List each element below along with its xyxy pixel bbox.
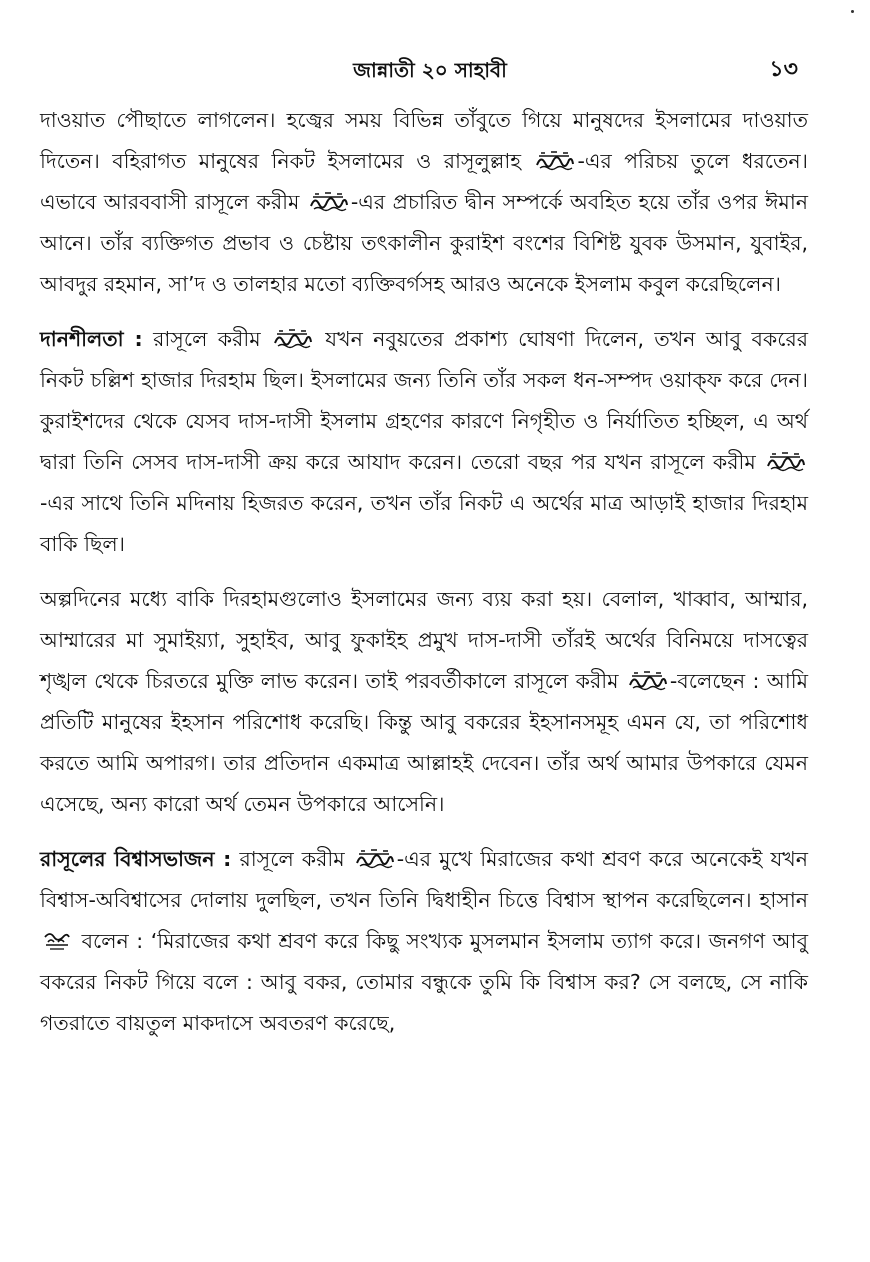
- paragraph-intro: [40, 100, 808, 305]
- paragraph-text: অল্পদিনের মধ্যে বাকি দিরহামগুলোও ইসলামের জন্য ব্যয় করা হয়। বেলাল, খাব্বাব, আম্মার, আম্মারের মা সুমাইয়্যা, সুহাইব, আবু ফুকাইহ প্রমুখ দাস-দাসী তাঁরই অর্থের বিনিময়ে দাসত্বের শৃঙ্খল থেকে চিরতরে মুক্তি লাভ করেন। তাই পরবর্তীকালে রাসূলে করীম: [40, 587, 808, 693]
- salawat-icon: [309, 190, 349, 212]
- paragraph-text: রাসূলে করীম: [142, 327, 271, 351]
- scan-speck: [851, 10, 854, 13]
- paragraph-text: -এর সাথে তিনি মদিনায় হিজরত করেন, তখন তাঁর নিকট এ অর্থের মাত্র আড়াই হাজার দিরহাম বাকি ছিল।: [40, 491, 808, 556]
- paragraph-text: -বলেছেন : আমি প্রতিটি মানুষের ইহসান পরিশোধ করেছি। কিন্তু আবু বকরের ইহসানসমূহ এমন যে, তা পরিশোধ করতে আমি অপারগ। তার প্রতিদান একমাত্র আল্লাহই দেবেন। তাঁর অর্থ আমার উপকারে যেমন এসেছে, অন্য কারো অর্থ তেমন উপকারে আসেনি।: [40, 669, 808, 816]
- paragraph-trustworthy: [40, 839, 808, 1044]
- salawat-icon: [628, 669, 668, 691]
- paragraph-text: -এর মুখে মিরাজের কথা শ্রবণ করে অনেকেই যখন বিশ্বাস-অবিশ্বাসের দোলায় দুলছিল, তখন তিনি দ্বিধাহীন চিত্তে বিশ্বাস স্থাপন করেছিলেন। হাসান: [40, 847, 808, 912]
- salawat-icon: [273, 327, 313, 349]
- paragraph-text: বলেন : ‘মিরাজের কথা শ্রবণ করে কিছু সংখ্যক মুসলমান ইসলাম ত্যাগ করে। জনগণ আবু বকরের নিকট গিয়ে বলে : আবু বকর, তোমার বন্ধুকে তুমি কি বিশ্বাস কর? সে বলছে, সে নাকি গতরাতে বায়তুল মাকদাসে অবতরণ করেছে,: [40, 929, 808, 1035]
- body-text: [40, 100, 808, 1058]
- paragraph-text: রাসূলে করীম: [231, 847, 353, 871]
- section-heading: রাসূলের বিশ্বাসভাজন :: [40, 847, 232, 871]
- paragraph-text: দাওয়াত পৌছাতে লাগলেন। হজ্বের সময় বিভিন্ন তাঁবুতে গিয়ে মানুষদের ইসলামের দাওয়াত দিতেন। বহিরাগত মানুষের নিকট ইসলামের ও রাসূলুল্লাহ: [40, 108, 808, 173]
- paragraph-text: যখন নবুয়তের প্রকাশ্য ঘোষণা দিলেন, তখন আবু বকরের নিকট চল্লিশ হাজার দিরহাম ছিল। ইসলামের জন্য তিনি তাঁর সকল ধন-সম্পদ ওয়াক্‌ফ করে দেন। কুরাইশদের থেকে যেসব দাস-দাসী ইসলাম গ্রহণের কারণে নিগৃহীত ও নির্যাতিত হচ্ছিল, এ অর্থ দ্বারা তিনি সেসব দাস-দাসী ক্রয় করে আযাদ করেন। তেরো বছর পর যখন রাসূলে করীম: [40, 327, 808, 474]
- salawat-icon: [355, 847, 395, 869]
- section-heading: দানশীলতা :: [40, 327, 143, 351]
- paragraph-text: -এর পরিচয় তুলে ধরতেন। এভাবে আরববাসী রাসূলে করীম: [40, 149, 808, 214]
- paragraph-text: -এর প্রচারিত দ্বীন সম্পর্কে অবহিত হয়ে তাঁর ওপর ঈমান আনে। তাঁর ব্যক্তিগত প্রভাব ও চেষ্টায় তৎকালীন কুরাইশ বংশের বিশিষ্ট যুবক উসমান, যুবাইর, আবদুর রহমান, সা’দ ও তালহার মতো ব্যক্তিবর্গসহ আরও অনেকে ইসলাম কবুল করেছিলেন।: [40, 190, 808, 296]
- salawat-icon: [766, 450, 806, 472]
- running-title: জান্নাতী ২০ সাহাবী: [353, 58, 507, 82]
- page-number: ১৩: [769, 57, 798, 82]
- radiallahu-anhu-icon: [42, 929, 72, 951]
- page-header: [0, 52, 870, 88]
- salawat-icon: [535, 149, 575, 171]
- paragraph-freed-slaves: [40, 579, 808, 825]
- paragraph-generosity: [40, 319, 808, 565]
